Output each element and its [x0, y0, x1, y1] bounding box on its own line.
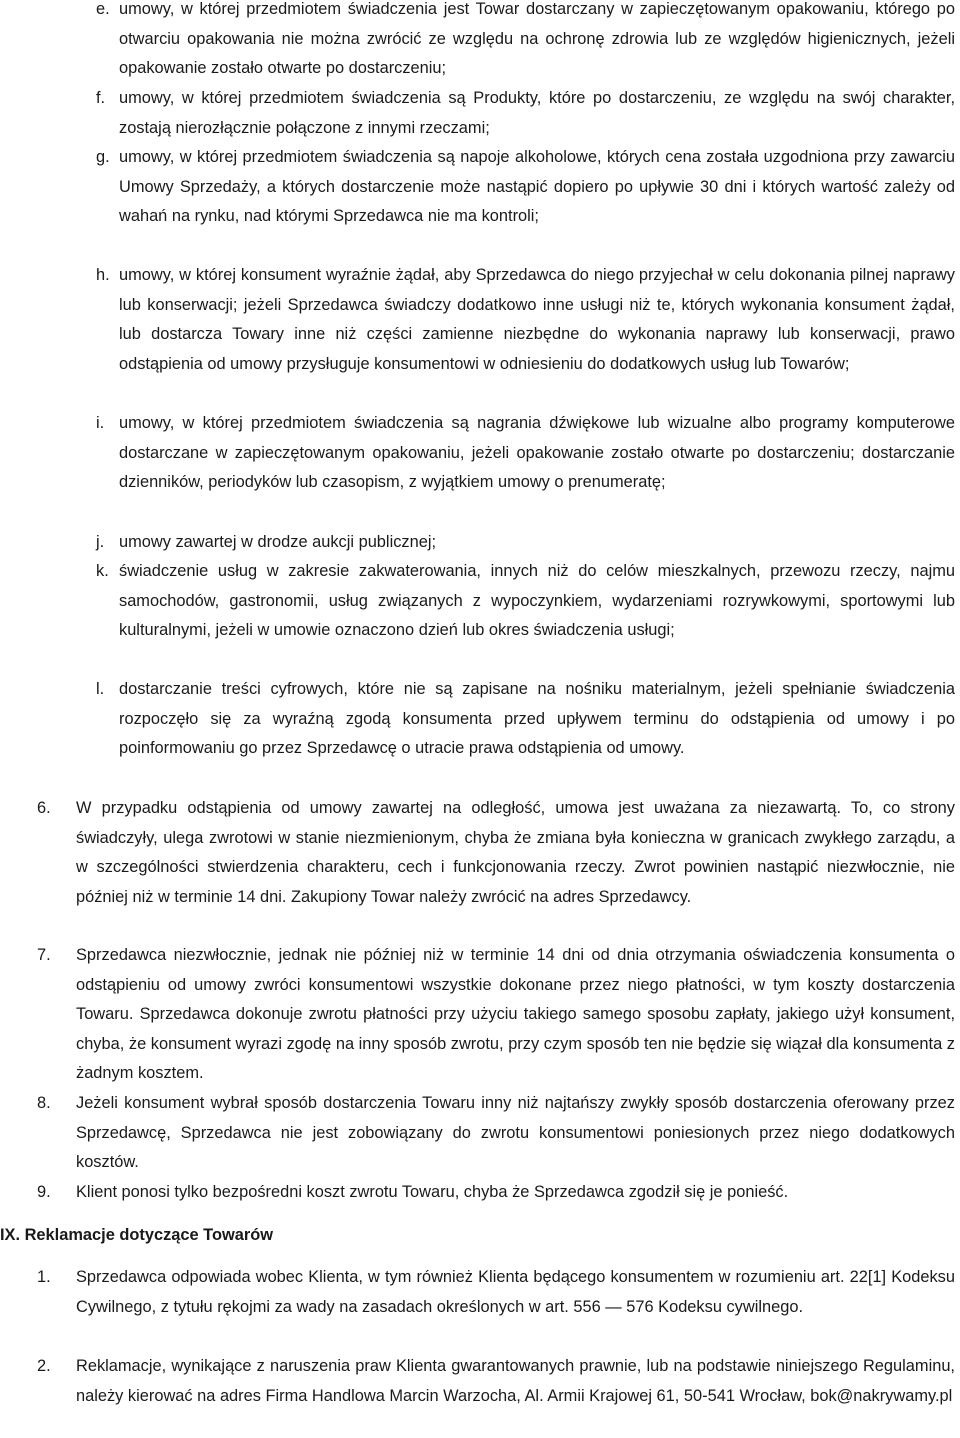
list-marker: l. — [96, 680, 105, 698]
list-item: umowy, w której przedmiotem świadczenia jest Towar dostarczany w zapieczętowanym opakowaniu, którego po otwarciu opakowania nie można zwrócić ze względu na ochronę zdrowia lub ze względów higienicznych, jeżeli opakowanie zostało otwarte po dostarczeniu; — [119, 0, 955, 78]
list-marker: 8. — [37, 1094, 51, 1112]
list-marker: 9. — [37, 1183, 51, 1201]
list-item: Sprzedawca niezwłocznie, jednak nie później niż w terminie 14 dni od dnia otrzymania oświadczenia konsumenta o odstąpieniu od umowy zwróci konsumentowi wszystkie dokonane przez niego płatności, w tym koszty dostarczenia Towaru. Sprzedawca dokonuje zwrotu płatności przy użyciu takiego samego sposobu zapłaty, jakiego użył konsument, chyba, że konsument wyrazi zgodę na inny sposób zwrotu, przy czym sposób ten nie będzie się wiązał dla konsumenta z żadnym kosztem. — [76, 946, 955, 1083]
list-marker: h. — [96, 266, 110, 284]
list-item: Sprzedawca odpowiada wobec Klienta, w tym również Klienta będącego konsumentem w rozumieniu art. 22[1] Kodeksu Cywilnego, z tytułu rękojmi za wady na zasadach określonych w art. 556 — 576 Kodeksu cywilnego. — [76, 1268, 955, 1316]
list-marker: k. — [96, 562, 109, 580]
list-item: umowy zawartej w drodze aukcji publicznej; — [119, 533, 437, 551]
list-marker: 6. — [37, 799, 51, 817]
list-marker: j. — [96, 533, 105, 551]
list-marker: f. — [96, 89, 106, 107]
list-item: Klient ponosi tylko bezpośredni koszt zwrotu Towaru, chyba że Sprzedawca zgodził się je ponieść. — [76, 1183, 789, 1201]
list-item: W przypadku odstąpienia od umowy zawartej na odległość, umowa jest uważana za niezawartą. To, co strony świadczyły, ulega zwrotowi w stanie niezmienionym, chyba że zmiana była konieczna w granicach zwykłego zarządu, a w szczególności stwierdzenia charakteru, cech i funkcjonowania rzeczy. Zwrot powinien nastąpić niezwłocznie, nie później niż w terminie 14 dni. Zakupiony Towar należy zwrócić na adres Sprzedawcy. — [76, 799, 955, 906]
list-item: umowy, w której przedmiotem świadczenia są nagrania dźwiękowe lub wizualne albo programy komputerowe dostarczane w zapieczętowanym opakowaniu, jeżeli opakowanie zostało otwarte po dostarczeniu; dostarczanie dzienników, periodyków lub czasopism, z wyjątkiem umowy o prenumeratę; — [119, 414, 955, 492]
list-marker: g. — [96, 148, 110, 166]
list-item: Reklamacje, wynikające z naruszenia praw Klienta gwarantowanych prawnie, lub na podstawie niniejszego Regulaminu, należy kierować na adres Firma Handlowa Marcin Warzocha, Al. Armii Krajowej 61, 50-541 Wrocław, bok@nakrywamy.pl — [76, 1357, 955, 1405]
list-item: umowy, w której konsument wyraźnie żądał, aby Sprzedawca do niego przyjechał w celu dokonania pilnej naprawy lub konserwacji; jeżeli Sprzedawca świadczy dodatkowo inne usługi niż te, których wykonania konsument żądał, lub dostarcza Towary inne niż części zamienne niezbędne do wykonania naprawy lub konserwacji, prawo odstąpienia od umowy przysługuje konsumentowi w odniesieniu do dodatkowych usług lub Towarów; — [119, 266, 955, 373]
list-marker: 1. — [37, 1268, 51, 1286]
list-marker: 7. — [37, 946, 51, 964]
section-heading: IX. Reklamacje dotyczące Towarów — [0, 1226, 273, 1244]
list-item: umowy, w której przedmiotem świadczenia są napoje alkoholowe, których cena została uzgodniona przy zawarciu Umowy Sprzedaży, a których dostarczenie może nastąpić dopiero po upływie 30 dni i których wartość zależy od wahań na rynku, nad którymi Sprzedawca nie ma kontroli; — [119, 148, 955, 226]
list-item: świadczenie usług w zakresie zakwaterowania, innych niż do celów mieszkalnych, przewozu rzeczy, najmu samochodów, gastronomii, usług związanych z wypoczynkiem, wydarzeniami rozrywkowymi, sportowymi lub kulturalnymi, jeżeli w umowie oznaczono dzień lub okres świadczenia usługi; — [119, 562, 955, 640]
list-marker: 2. — [37, 1357, 51, 1375]
list-marker: i. — [96, 414, 105, 432]
list-item: Jeżeli konsument wybrał sposób dostarczenia Towaru inny niż najtańszy zwykły sposób dostarczenia oferowany przez Sprzedawcę, Sprzedawca nie jest zobowiązany do zwrotu konsumentowi poniesionych przez niego dodatkowych kosztów. — [76, 1094, 955, 1172]
list-marker: e. — [96, 0, 110, 18]
list-item: dostarczanie treści cyfrowych, które nie są zapisane na nośniku materialnym, jeżeli spełnianie świadczenia rozpoczęło się za wyraźną zgodą konsumenta przed upływem terminu do odstąpienia od umowy i po poinformowaniu go przez Sprzedawcę o utracie prawa odstąpienia od umowy. — [119, 680, 955, 758]
list-item: umowy, w której przedmiotem świadczenia są Produkty, które po dostarczeniu, ze względu na swój charakter, zostają nierozłącznie połączone z innymi rzeczami; — [119, 89, 955, 137]
